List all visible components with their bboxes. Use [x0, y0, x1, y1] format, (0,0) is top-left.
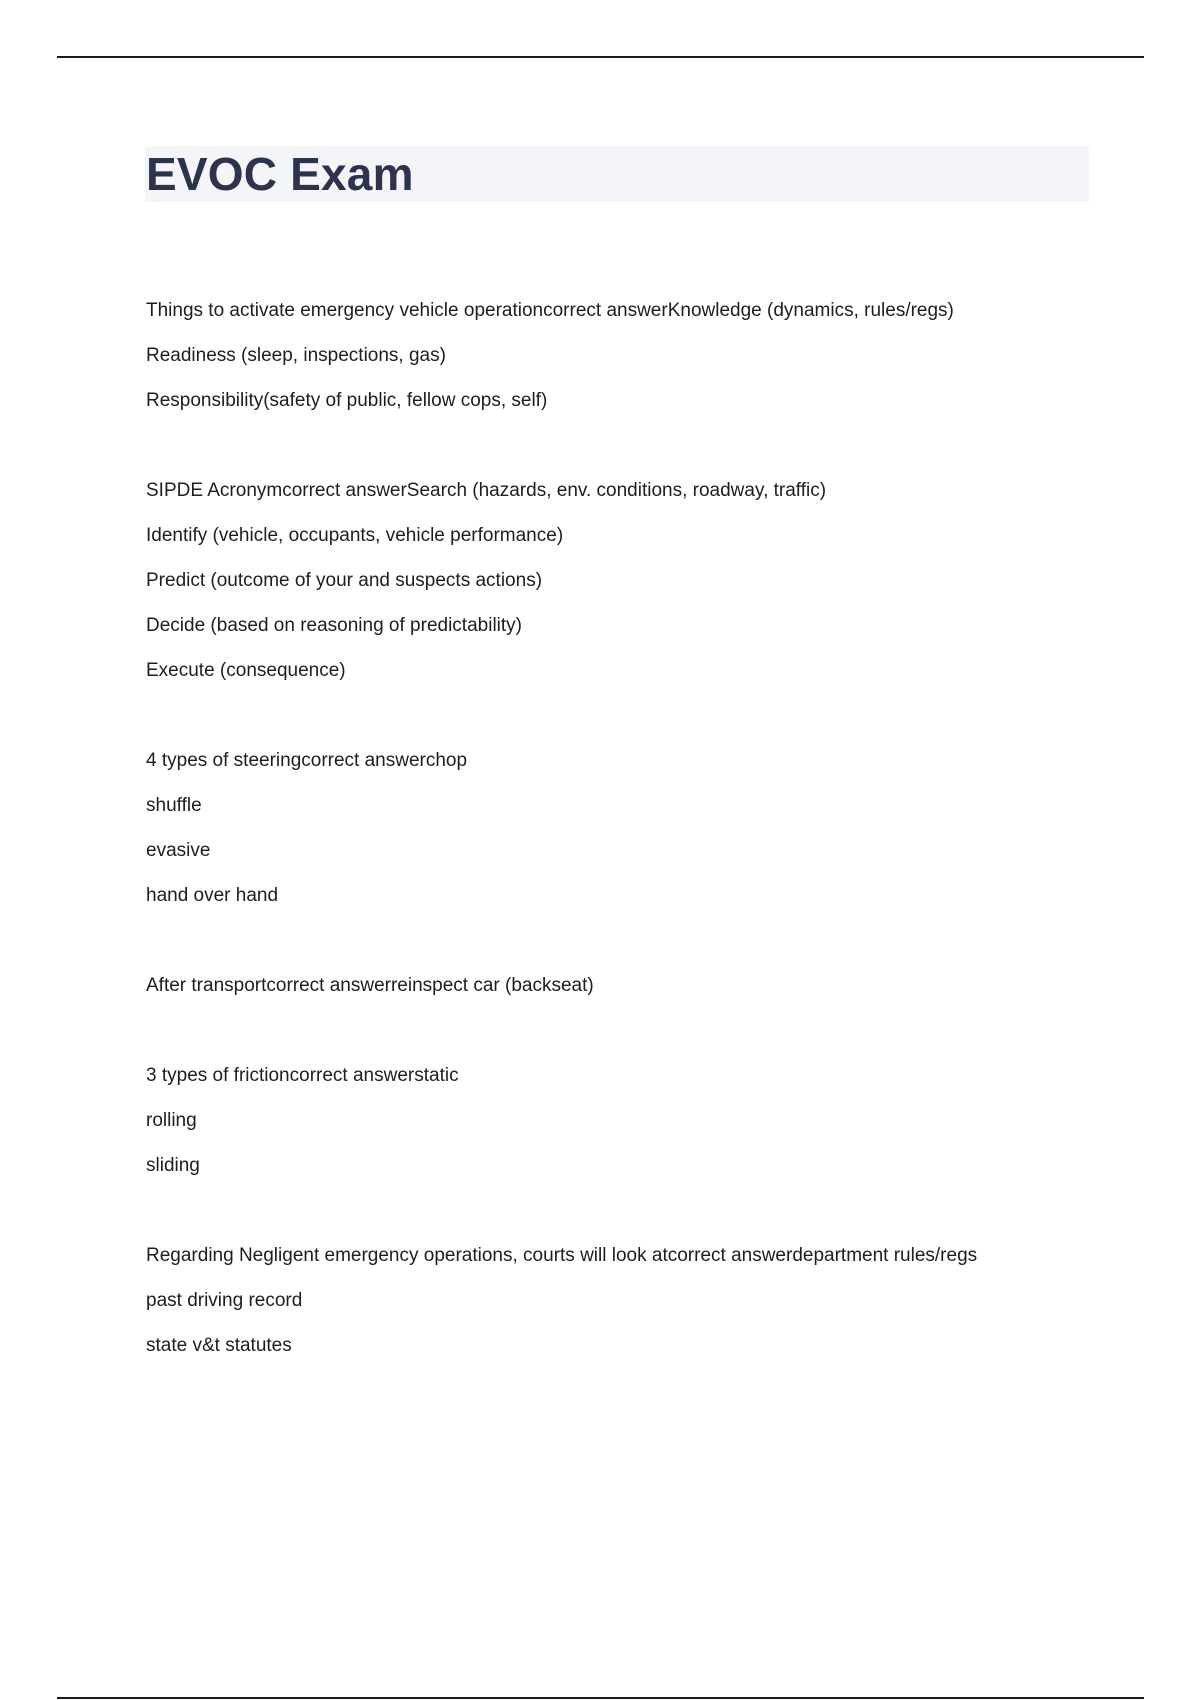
card-line: evasive	[146, 840, 211, 861]
card-line: SIPDE Acronymcorrect answerSearch (hazards, env. conditions, roadway, traffic)	[146, 480, 827, 501]
card-line: Responsibility(safety of public, fellow cops, self)	[146, 390, 548, 411]
card-line: Things to activate emergency vehicle operationcorrect answerKnowledge (dynamics, rules/regs)	[146, 300, 954, 321]
card-line: sliding	[146, 1155, 200, 1176]
flashcard	[146, 468, 1106, 693]
card-line: state v&t statutes	[146, 1335, 292, 1356]
card-line: 4 types of steeringcorrect answerchop	[146, 750, 468, 771]
card-line: After transportcorrect answerreinspect car (backseat)	[146, 975, 594, 996]
card-line: past driving record	[146, 1290, 303, 1311]
card-line: rolling	[146, 1110, 197, 1131]
card-line: Execute (consequence)	[146, 660, 346, 681]
flashcard	[146, 963, 1106, 1008]
page-header-rule	[57, 56, 1144, 58]
flashcard	[146, 1053, 1106, 1188]
card-line: Identify (vehicle, occupants, vehicle performance)	[146, 525, 564, 546]
flashcard	[146, 1233, 1106, 1368]
card-line: Regarding Negligent emergency operations, courts will look atcorrect answerdepartment rules/regs	[146, 1245, 978, 1266]
card-line: hand over hand	[146, 885, 279, 906]
page-title: EVOC Exam	[146, 148, 414, 200]
flashcard	[146, 738, 1106, 918]
flashcard	[146, 288, 1106, 423]
card-line: Readiness (sleep, inspections, gas)	[146, 345, 446, 366]
flashcard-list	[146, 288, 1106, 1413]
card-line: shuffle	[146, 795, 202, 816]
page-footer-rule	[57, 1697, 1144, 1699]
card-line: 3 types of frictioncorrect answerstatic	[146, 1065, 459, 1086]
card-line: Decide (based on reasoning of predictability)	[146, 615, 522, 636]
card-line: Predict (outcome of your and suspects actions)	[146, 570, 543, 591]
